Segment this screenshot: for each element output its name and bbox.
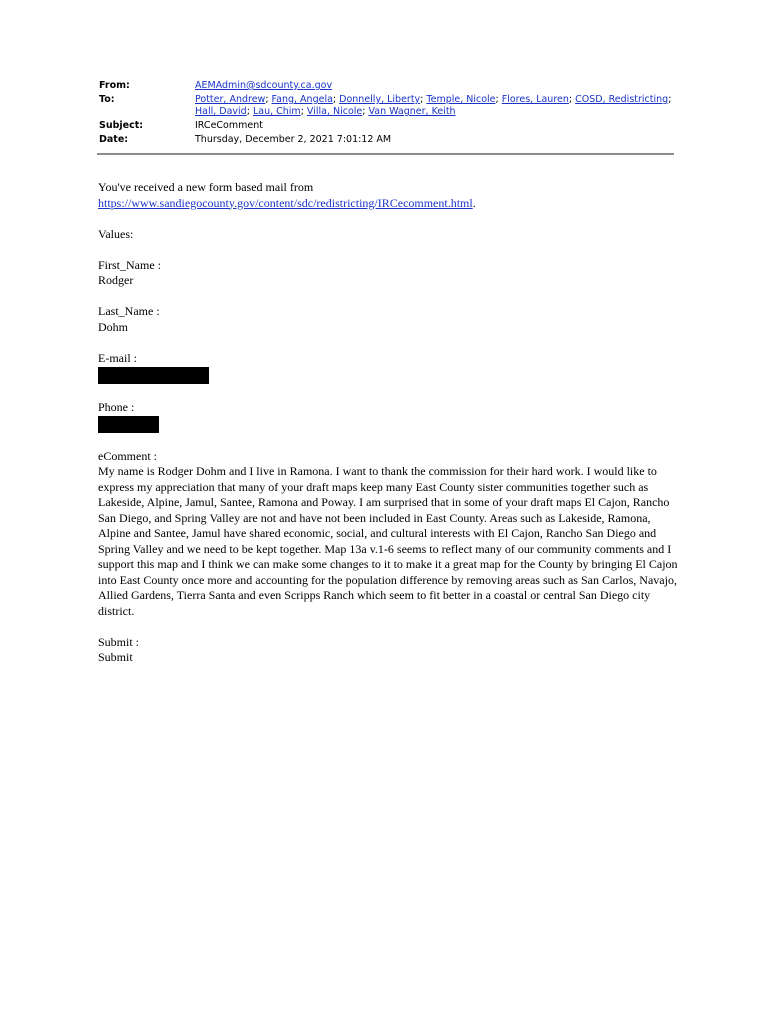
submit-field (98, 635, 678, 666)
email-header (99, 80, 674, 146)
recipient-link[interactable]: Van Wagner, Keith (368, 106, 456, 117)
ecomment-text: My name is Rodger Dohm and I live in Ramona. I want to thank the commission for their hard work. I would like to express my appreciation that many of your draft maps keep many East County sister communities together such as Lakeside, Alpine, Jamul, Santee, Ramona and Poway. I am surprised that in some of your draft maps El Cajon, Rancho San Diego, and Spring Valley are not and have not been included in East County. Areas such as Lakeside, Ramona, Alpine and Santee, Jamul have shared economic, social, and cultural interests with El Cajon, Rancho San Diego and Spring Valley and we need to be kept together. Map 13a v.1-6 seems to reflect many of our community comments and I support this map and I think we can make some changes to it to make it a great map for the County by bringing El Cajon into East County once more and accounting for the population difference by removing areas such as San Carlos, Navajo, Allied Gardens, Tierra Santa and even Scripps Ranch which seem to fit better in a coastal or central San Diego city district. (98, 464, 678, 618)
values-heading: Values: (98, 226, 134, 241)
phone-redaction (98, 416, 159, 433)
ecomment-field (98, 449, 678, 620)
ecomment-label: eComment : (98, 448, 157, 463)
intro-period: . (472, 195, 476, 210)
phone-field (98, 400, 678, 434)
first-name-label: First_Name : (98, 257, 161, 272)
last-name-field (98, 304, 678, 335)
date-row (99, 134, 674, 146)
date-value: Thursday, December 2, 2021 7:01:12 AM (195, 134, 392, 145)
recipient-link[interactable]: Potter, Andrew (195, 94, 266, 105)
subject-row (99, 120, 674, 132)
to-recipients: Potter, Andrew; Fang, Angela; Donnelly, Liberty; Temple, Nicole; Flores, Lauren; COSD, Redistricting; Hall, David; Lau, Chim; Villa, Nicole; Van Wagner, Keith (195, 94, 672, 117)
to-row (99, 94, 674, 118)
from-address-link[interactable]: AEMAdmin@sdcounty.ca.gov (195, 80, 333, 91)
intro-text: You've received a new form based mail from (98, 180, 314, 194)
submit-label: Submit : (98, 634, 140, 649)
email-field (98, 351, 678, 385)
from-label: From: (99, 80, 130, 91)
recipient-link[interactable]: Fang, Angela (271, 94, 333, 105)
header-divider (97, 153, 674, 155)
last-name-label: Last_Name : (98, 304, 160, 318)
date-label: Date: (99, 134, 129, 145)
subject-label: Subject: (99, 120, 144, 131)
submit-value: Submit (98, 650, 133, 664)
email-label: E-mail : (98, 350, 137, 365)
recipient-link[interactable]: Villa, Nicole (306, 106, 363, 117)
first-name-field (98, 258, 678, 289)
recipient-link[interactable]: Hall, David (195, 106, 247, 117)
subject-value: IRCeComment (195, 120, 263, 131)
recipient-link[interactable]: Flores, Lauren (501, 94, 569, 105)
phone-label: Phone : (98, 399, 135, 414)
email-redaction (98, 367, 209, 384)
first-name-value: Rodger (98, 273, 134, 287)
recipient-link[interactable]: Temple, Nicole (426, 94, 496, 105)
recipient-link[interactable]: Lau, Chim (252, 106, 301, 117)
intro-paragraph (98, 180, 678, 211)
to-label: To: (99, 94, 115, 105)
from-row (99, 80, 674, 92)
form-url-link[interactable]: https://www.sandiegocounty.gov/content/sdc/redistricting/IRCecomment.html (98, 195, 473, 210)
last-name-value: Dohm (98, 319, 128, 334)
recipient-link[interactable]: COSD, Redistricting (575, 94, 669, 105)
email-body (98, 180, 678, 681)
recipient-link[interactable]: Donnelly, Liberty (339, 94, 421, 105)
